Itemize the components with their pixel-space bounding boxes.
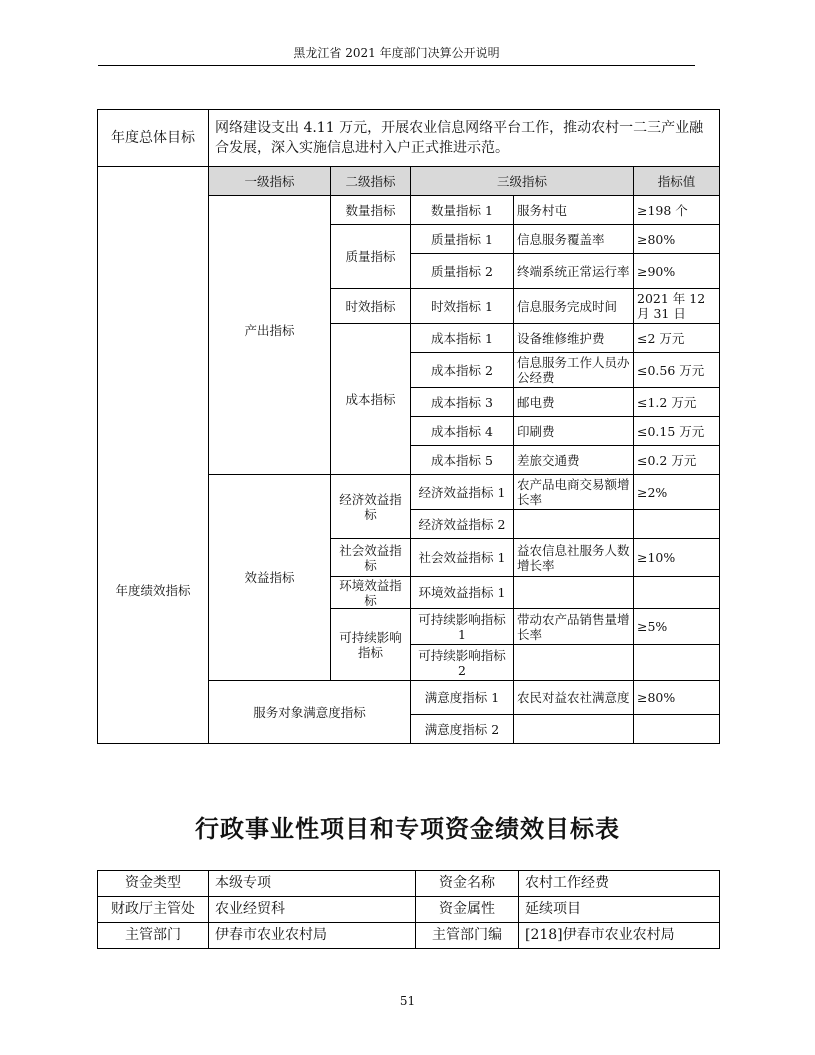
indicator-name (514, 510, 634, 539)
level3-cell: 质量指标 1 (411, 225, 514, 254)
level3-cell: 社会效益指标 1 (411, 539, 514, 577)
indicator-name: 终端系统正常运行率 (514, 254, 634, 289)
level3-cell: 环境效益指标 1 (411, 577, 514, 609)
level3-cell: 经济效益指标 2 (411, 510, 514, 539)
indicator-value: ≥5% (634, 609, 720, 645)
indicator-name: 设备维修维护费 (514, 324, 634, 353)
annual-goal-label: 年度总体目标 (98, 110, 209, 167)
level3-cell: 成本指标 4 (411, 417, 514, 446)
indicator-value (634, 510, 720, 539)
level2-timeliness: 时效指标 (331, 289, 411, 324)
level2-cost: 成本指标 (331, 324, 411, 475)
indicator-value (634, 715, 720, 744)
indicator-value: ≥2% (634, 475, 720, 510)
fund-attribute-label: 资金属性 (416, 897, 519, 923)
level3-cell: 时效指标 1 (411, 289, 514, 324)
level3-cell: 经济效益指标 1 (411, 475, 514, 510)
supervising-dept-code-label: 主管部门编 (416, 923, 519, 949)
supervising-dept-value: 伊春市农业农村局 (209, 923, 416, 949)
level2-quantity: 数量指标 (331, 196, 411, 225)
indicator-value: ≥80% (634, 225, 720, 254)
indicator-name: 农民对益农社满意度 (514, 681, 634, 715)
indicator-value: ≤2 万元 (634, 324, 720, 353)
level3-cell: 质量指标 2 (411, 254, 514, 289)
level2-environment: 环境效益指标 (331, 577, 411, 609)
level3-cell: 成本指标 3 (411, 388, 514, 417)
indicator-name: 邮电费 (514, 388, 634, 417)
indicator-name: 信息服务覆盖率 (514, 225, 634, 254)
indicator-name: 信息服务工作人员办公经费 (514, 353, 634, 388)
supervising-dept-label: 主管部门 (98, 923, 209, 949)
level2-quality: 质量指标 (331, 225, 411, 289)
annual-goal-text: 网络建设支出 4.11 万元，开展农业信息网络平台工作，推动农村一二三产业融合发展，深入实施信息进村入户正式推进示范。 (209, 110, 720, 167)
header-level2: 二级指标 (331, 167, 411, 196)
level3-cell: 满意度指标 1 (411, 681, 514, 715)
section-title: 行政事业性项目和专项资金绩效目标表 (195, 814, 620, 843)
header-level1: 一级指标 (209, 167, 331, 196)
indicator-value: ≥80% (634, 681, 720, 715)
indicator-value: ≤1.2 万元 (634, 388, 720, 417)
indicator-name (514, 577, 634, 609)
level3-cell: 满意度指标 2 (411, 715, 514, 744)
indicator-name: 益农信息社服务人数增长率 (514, 539, 634, 577)
indicator-name: 印刷费 (514, 417, 634, 446)
header-level3: 三级指标 (411, 167, 634, 196)
fund-type-label: 资金类型 (98, 871, 209, 897)
indicator-name: 差旅交通费 (514, 446, 634, 475)
level3-cell: 成本指标 1 (411, 324, 514, 353)
level3-cell: 数量指标 1 (411, 196, 514, 225)
level3-cell: 成本指标 2 (411, 353, 514, 388)
finance-dept-value: 农业经贸科 (209, 897, 416, 923)
fund-info-table (97, 870, 720, 949)
fund-type-value: 本级专项 (209, 871, 416, 897)
indicator-value: ≤0.56 万元 (634, 353, 720, 388)
indicator-value: ≤0.15 万元 (634, 417, 720, 446)
level2-sustainable: 可持续影响指标 (331, 609, 411, 681)
header-rule (98, 65, 695, 66)
page-header: 黑龙江省 2021 年度部门决算公开说明 (293, 46, 500, 60)
satisfaction-indicator-label: 服务对象满意度指标 (209, 681, 411, 744)
indicator-value (634, 577, 720, 609)
indicator-name (514, 715, 634, 744)
annual-performance-label: 年度绩效指标 (98, 167, 209, 744)
level2-economic: 经济效益指标 (331, 475, 411, 539)
indicator-value: ≥10% (634, 539, 720, 577)
benefit-indicator-label: 效益指标 (209, 475, 331, 681)
output-indicator-label: 产出指标 (209, 196, 331, 475)
indicator-value: ≤0.2 万元 (634, 446, 720, 475)
indicator-name: 信息服务完成时间 (514, 289, 634, 324)
header-value: 指标值 (634, 167, 720, 196)
fund-name-label: 资金名称 (416, 871, 519, 897)
page-number: 51 (399, 994, 416, 1008)
indicator-name (514, 645, 634, 681)
level3-cell: 可持续影响指标 1 (411, 609, 514, 645)
indicator-value: 2021 年 12 月 31 日 (634, 289, 720, 324)
fund-attribute-value: 延续项目 (519, 897, 720, 923)
level3-cell: 可持续影响指标 2 (411, 645, 514, 681)
level2-social: 社会效益指标 (331, 539, 411, 577)
indicator-name: 农产品电商交易额增长率 (514, 475, 634, 510)
indicator-name: 带动农产品销售量增长率 (514, 609, 634, 645)
indicator-value (634, 645, 720, 681)
indicator-name: 服务村屯 (514, 196, 634, 225)
performance-indicator-table (97, 109, 720, 744)
finance-dept-label: 财政厅主管处 (98, 897, 209, 923)
fund-name-value: 农村工作经费 (519, 871, 720, 897)
level3-cell: 成本指标 5 (411, 446, 514, 475)
indicator-value: ≥198 个 (634, 196, 720, 225)
supervising-dept-code-value: [218]伊春市农业农村局 (519, 923, 720, 949)
indicator-value: ≥90% (634, 254, 720, 289)
